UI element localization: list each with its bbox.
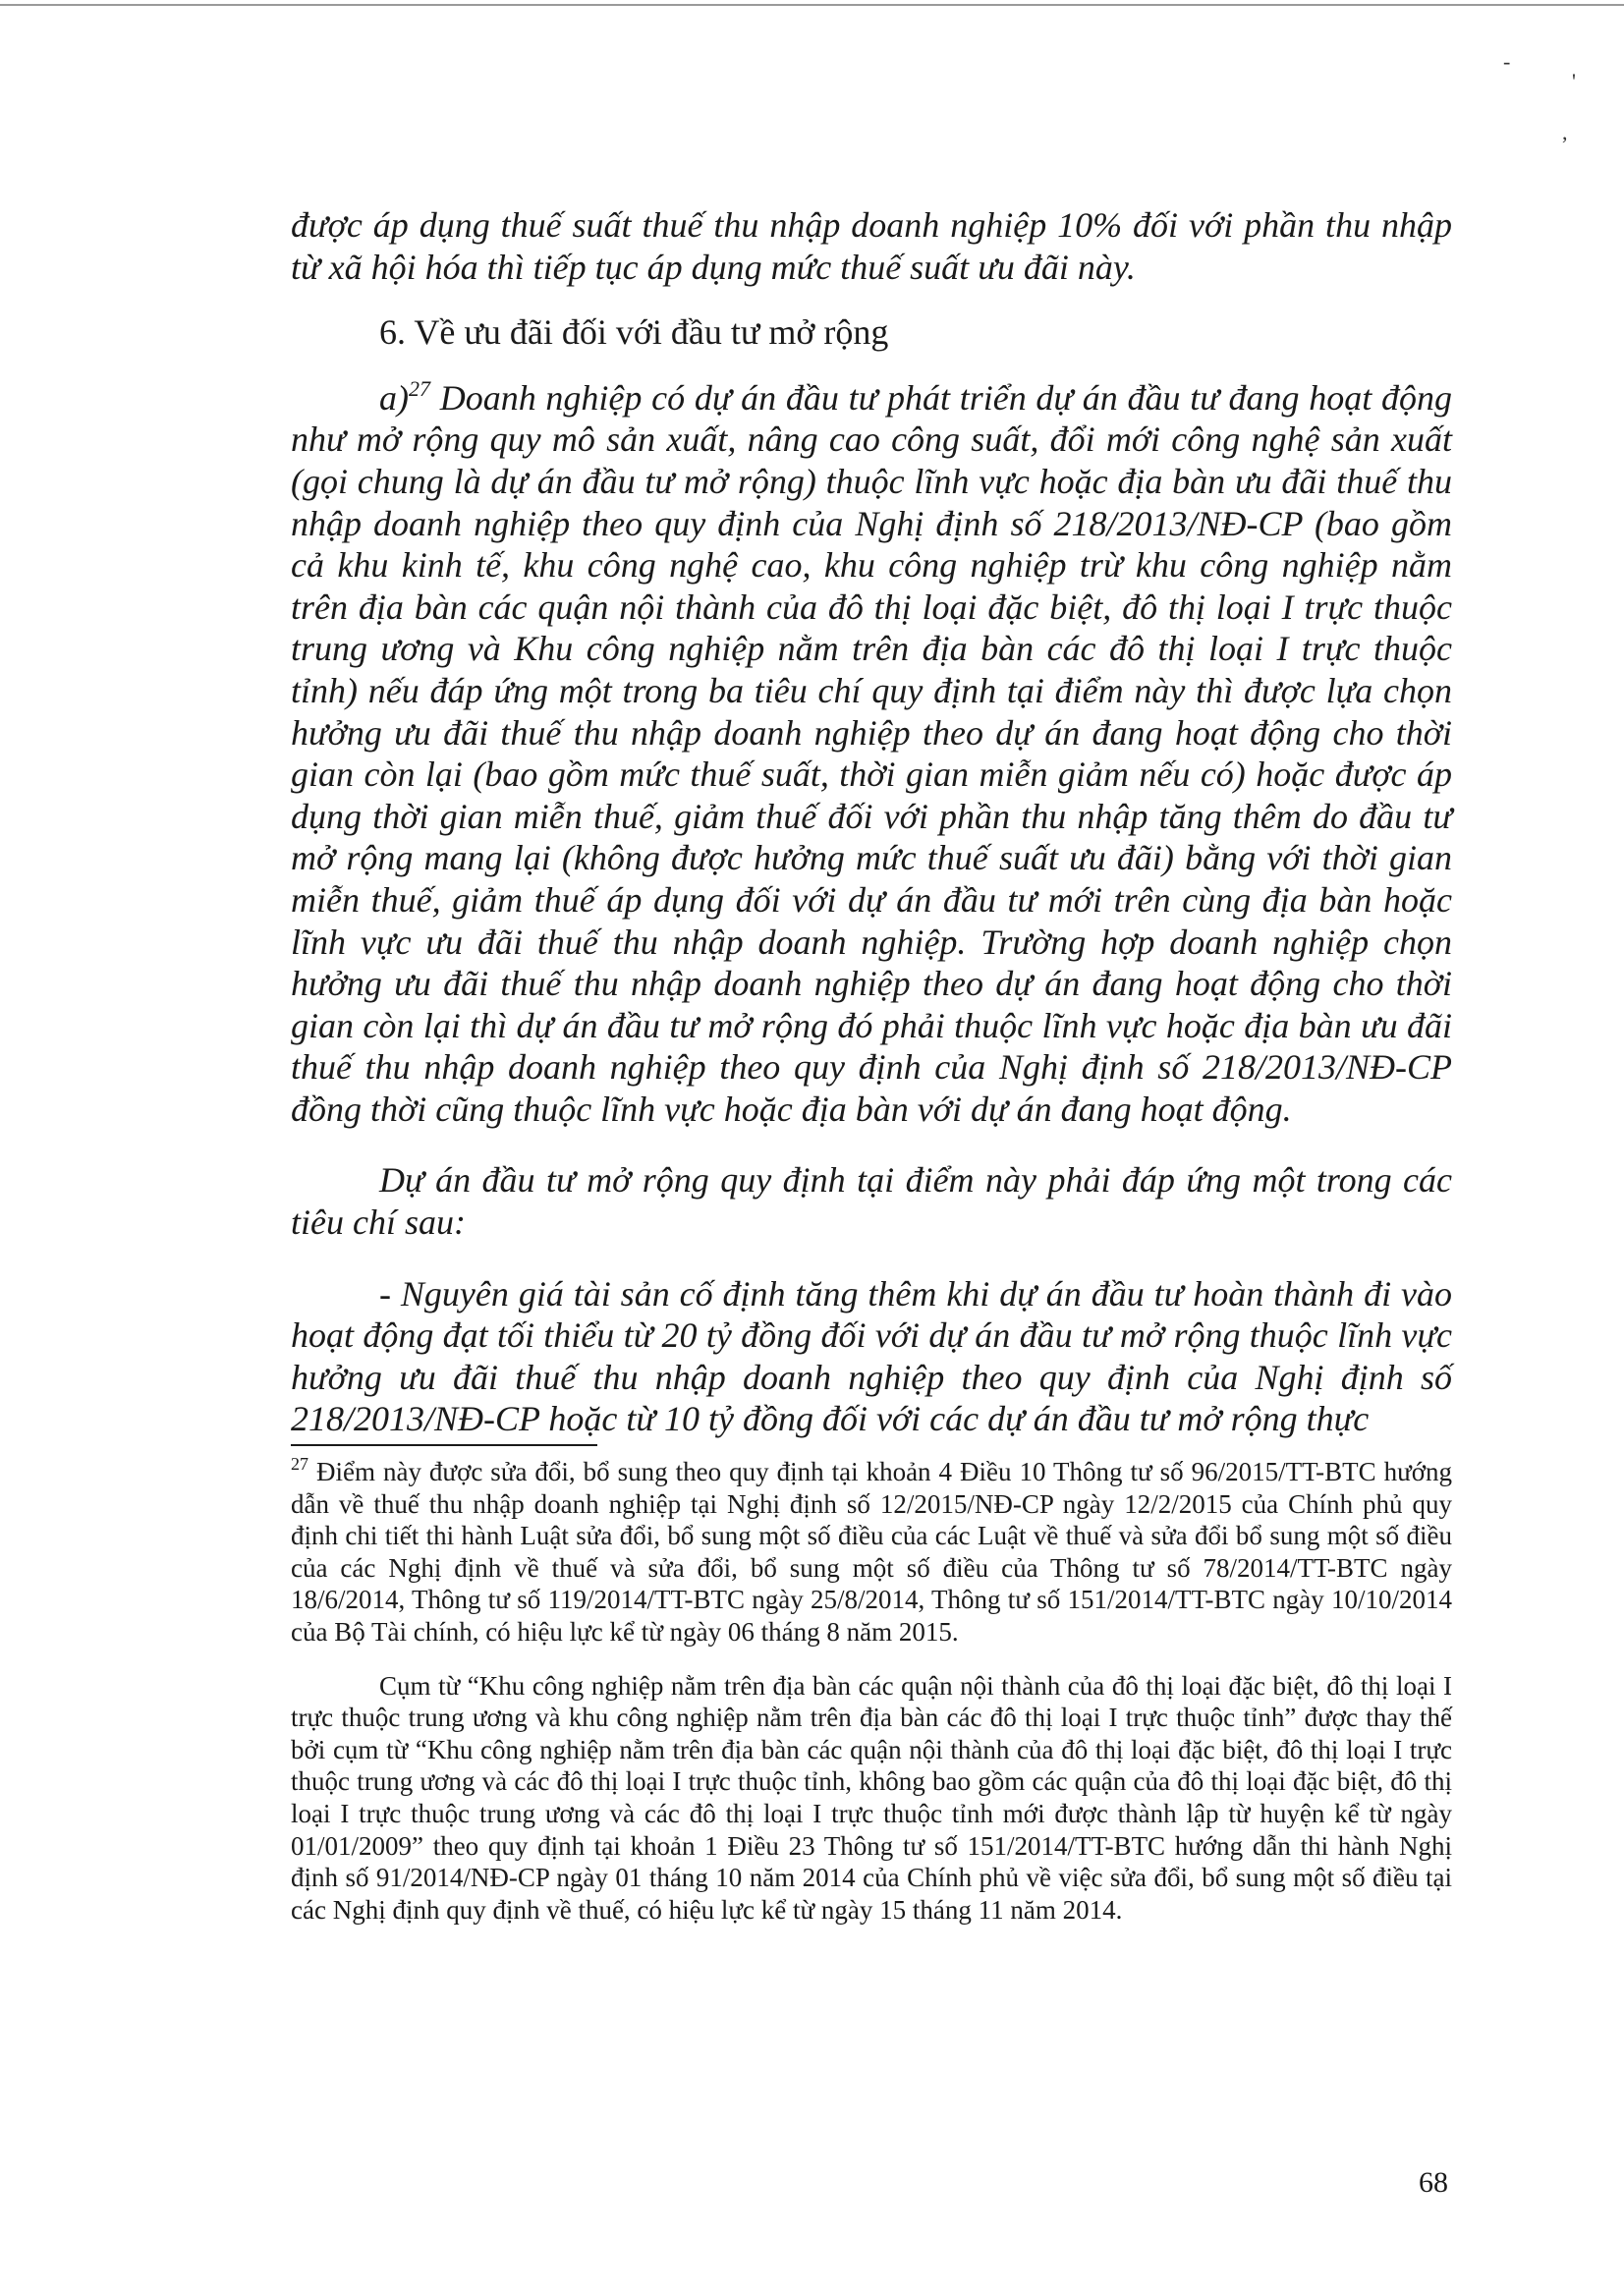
footnote-separator [291, 1444, 597, 1446]
footnote-number: 27 [291, 1454, 308, 1474]
main-text [291, 204, 1452, 1440]
continuation-paragraph: được áp dụng thuế suất thuế thu nhập doanh nghiệp 10% đối với phần thu nhập từ xã hội hóa thì tiếp tục áp dụng mức thuế suất ưu đãi này. [291, 205, 1452, 287]
footnote-27-second: Cụm từ “Khu công nghiệp nằm trên địa bàn các quận nội thành của đô thị loại đặc biệt, đô thị loại I trực thuộc trung ương và khu công nghiệp nằm trên địa bàn các đô thị loại I trực thuộc tỉnh” được thay thế bởi cụm từ “Khu công nghiệp nằm trên địa bàn các quận nội thành của đô thị loại đặc biệt, đô thị loại I trực thuộc trung ương và các đô thị loại I trực thuộc tỉnh, không bao gồm các quận của đô thị loại đặc biệt, đô thị loại I trực thuộc trung ương và các đô thị loại I trực thuộc tỉnh mới được thành lập từ huyện kể từ ngày 01/01/2009” theo quy định tại khoản 1 Điều 23 Thông tư số 151/2014/TT-BTC hướng dẫn thi hành Nghị định số 91/2014/NĐ-CP ngày 01 tháng 10 năm 2014 của Chính phủ về việc sửa đổi, bổ sung một số điều tại các Nghị định quy định về thuế, có hiệu lực kể từ ngày 15 tháng 11 năm 2014. [291, 1670, 1452, 1925]
section-heading: 6. Về ưu đãi đối với đầu tư mở rộng [379, 312, 889, 353]
paragraph-a [291, 377, 1452, 1131]
paragraph-a-label: a) [379, 377, 409, 418]
scan-speck: - [1503, 49, 1511, 74]
footnote-27 [291, 1456, 1452, 1649]
footnote-first-text: Điểm này được sửa đổi, bổ sung theo quy định tại khoản 4 Điều 10 Thông tư số 96/2015/TT-BTC hướng dẫn về thuế thu nhập doanh nghiệp tại Nghị định số 12/2015/NĐ-CP ngày 12/2/2015 của Chính phủ quy định chi tiết thi hành Luật sửa đổi, bổ sung một số điều của các Luật về thuế và sửa đổi bổ sung một số điều của các Nghị định về thuế và sửa đổi, bổ sung một số điều của Thông tư số 78/2014/TT-BTC ngày 18/6/2014, Thông tư số 119/2014/TT-BTC ngày 25/8/2014, Thông tư số 151/2014/TT-BTC ngày 10/10/2014 của Bộ Tài chính, có hiệu lực kể từ ngày 06 tháng 8 năm 2015. [291, 1457, 1452, 1647]
scan-top-border [0, 4, 1624, 6]
scan-speck: , [1562, 120, 1568, 144]
footnote-ref[interactable]: 27 [409, 375, 430, 401]
criterion-item: - Nguyên giá tài sản cố định tăng thêm khi dự án đầu tư hoàn thành đi vào hoạt động đạt tối thiểu từ 20 tỷ đồng đối với dự án đầu tư mở rộng thuộc lĩnh vực hưởng ưu đãi thuế thu nhập doanh nghiệp theo quy định của Nghị định số 218/2013/NĐ-CP hoặc từ 10 tỷ đồng đối với các dự án đầu tư mở rộng thực [291, 1273, 1452, 1439]
paragraph-a-text: Doanh nghiệp có dự án đầu tư phát triển dự án đầu tư đang hoạt động như mở rộng quy mô sản xuất, nâng cao công suất, đổi mới công nghệ sản xuất (gọi chung là dự án đầu tư mở rộng) thuộc lĩnh vực hoặc địa bàn ưu đãi thuế thu nhập doanh nghiệp theo quy định của Nghị định số 218/2013/NĐ-CP (bao gồm cả khu kinh tế, khu công nghệ cao, khu công nghiệp trừ khu công nghiệp nằm trên địa bàn các quận nội thành của đô thị loại đặc biệt, đô thị loại I trực thuộc trung ương và Khu công nghiệp nằm trên địa bàn các đô thị loại I trực thuộc tỉnh) nếu đáp ứng một trong ba tiêu chí quy định tại điểm này thì được lựa chọn hưởng ưu đãi thuế thu nhập doanh nghiệp theo dự án đang hoạt động cho thời gian còn lại (bao gồm mức thuế suất, thời gian miễn giảm nếu có) hoặc được áp dụng thời gian miễn thuế, giảm thuế đối với phần thu nhập tăng thêm do đầu tư mở rộng mang lại (không được hưởng mức thuế suất ưu đãi) bằng với thời gian miễn thuế, giảm thuế áp dụng đối với dự án đầu tư mới trên cùng địa bàn hoặc lĩnh vực ưu đãi thuế thu nhập doanh nghiệp. Trường hợp doanh nghiệp chọn hưởng ưu đãi thuế thu nhập doanh nghiệp theo dự án đang hoạt động cho thời gian còn lại thì dự án đầu tư mở rộng đó phải thuộc lĩnh vực hoặc địa bàn ưu đãi thuế thu nhập doanh nghiệp theo quy định của Nghị định số 218/2013/NĐ-CP đồng thời cũng thuộc lĩnh vực hoặc địa bàn với dự án đang hoạt động. [291, 377, 1452, 1129]
scan-speck: ' [1572, 69, 1576, 93]
footnotes [291, 1456, 1452, 1926]
criteria-intro: Dự án đầu tư mở rộng quy định tại điểm này phải đáp ứng một trong các tiêu chí sau: [291, 1160, 1452, 1243]
page-number: 68 [1419, 2166, 1448, 2199]
